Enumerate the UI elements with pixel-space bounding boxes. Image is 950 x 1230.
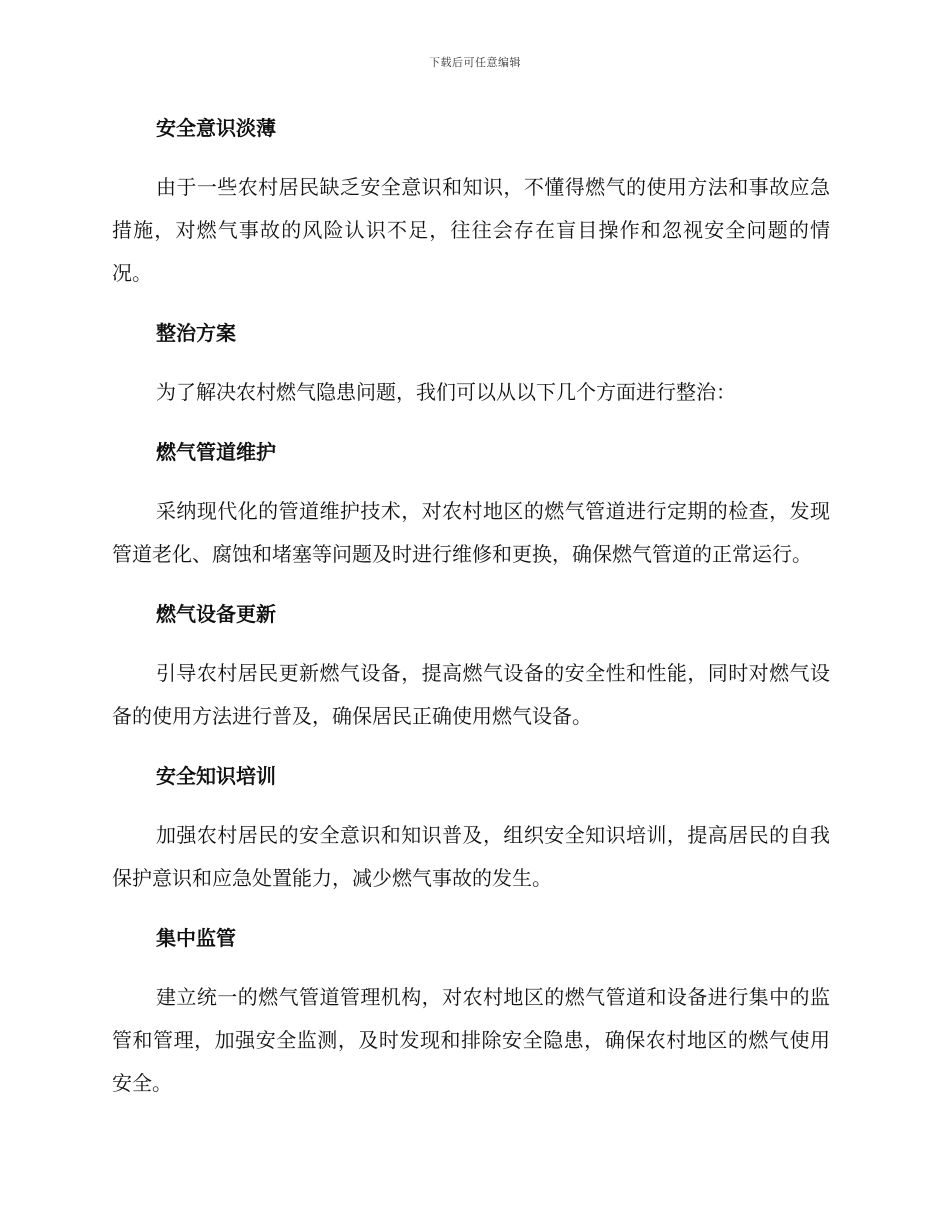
page-header-note: 下载后可任意编辑 (429, 56, 521, 69)
section-heading-safety-awareness: 安全意识淡薄 (156, 116, 276, 140)
document-body (112, 108, 830, 1123)
section-heading-remediation-plan: 整治方案 (156, 321, 236, 345)
section-paragraph-safety-training: 加强农村居民的安全意识和知识普及，组织安全知识培训，提高居民的自我保护意识和应急处置能力，减少燃气事故的发生。 (112, 823, 830, 890)
section-paragraph-safety-awareness: 由于一些农村居民缺乏安全意识和知识，不懂得燃气的使用方法和事故应急措施，对燃气事故的风险认识不足，往往会存在盲目操作和忽视安全问题的情况。 (112, 175, 830, 285)
section-paragraph-remediation-plan: 为了解决农村燃气隐患问题，我们可以从以下几个方面进行整治： (156, 380, 736, 404)
section-paragraph-centralized-supervision: 建立统一的燃气管道管理机构，对农村地区的燃气管道和设备进行集中的监管和管理，加强安全监测，及时发现和排除安全隐患，确保农村地区的燃气使用安全。 (112, 985, 830, 1095)
section-heading-equipment-update: 燃气设备更新 (156, 602, 276, 626)
section-heading-centralized-supervision: 集中监管 (156, 926, 236, 950)
section-paragraph-pipeline-maintenance: 采纳现代化的管道维护技术，对农村地区的燃气管道进行定期的检查，发现管道老化、腐蚀和堵塞等问题及时进行维修和更换，确保燃气管道的正常运行。 (112, 499, 830, 566)
section-heading-safety-training: 安全知识培训 (156, 764, 276, 788)
section-paragraph-equipment-update: 引导农村居民更新燃气设备，提高燃气设备的安全性和性能，同时对燃气设备的使用方法进行普及，确保居民正确使用燃气设备。 (112, 661, 830, 728)
section-heading-pipeline-maintenance: 燃气管道维护 (156, 440, 276, 464)
